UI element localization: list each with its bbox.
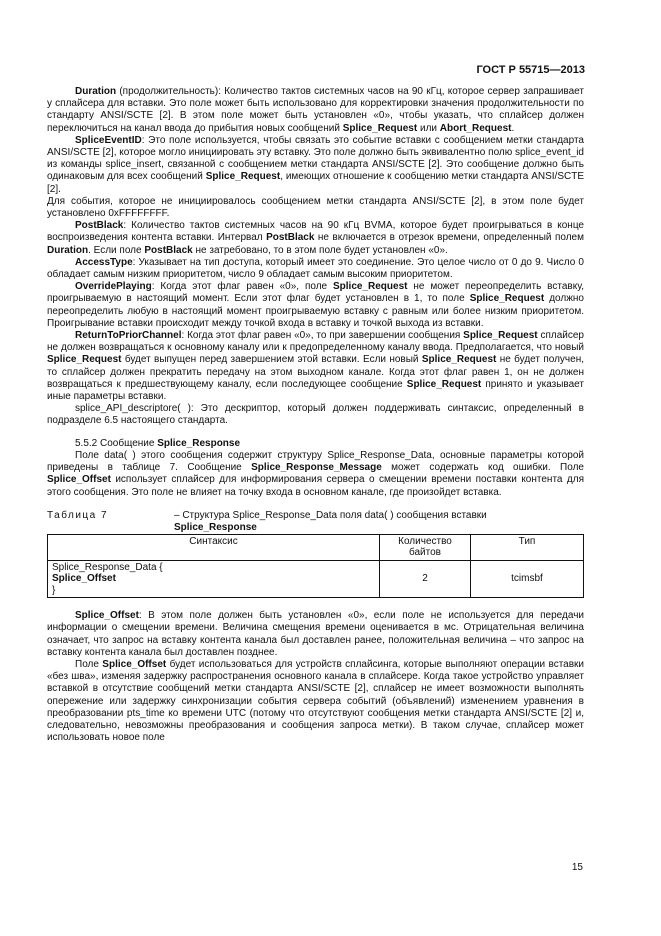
paragraph-splice-event-id: SpliceEventID: Это поле используется, чтобы связать это событие вставки с сообщением метки стандарта ANSI/SCTE [2], которое могло инициировать эту вставку. Это поле должно быть эквивалентно полю splice_event_id из команды splice_insert, связанной с сообщением метки стандарта ANSI/SCTE [2]. Это сообщение должно быть одинаковым для всех сообщений Splice_Request, имеющих отношение к сообщению метки стандарта ANSI/SCTE [2]. xyxy=(47,134,584,195)
paragraph-api-descriptor: splice_API_descriptore( ): Это дескриптор, который должен поддерживать синтаксис, определенный в подразделе 6.5 настоящего стандарта. xyxy=(47,403,584,427)
table-row xyxy=(48,560,584,598)
paragraph-duration: Duration (продолжительность): Количество тактов системных часов на 90 кГц, которое сервер запрашивает у сплайсера для вставки. Это поле может быть использовано для корректировки значения продолжительности по стандарту ANSI/SCTE [2]. В этом поле может быть установлен «0», чтобы указать, что сплайсер должен переключиться на канал ввода до прибытия новых сообщений Splice_Request или Abort_Request. xyxy=(47,86,584,134)
paragraph-splice-offset-use: Поле Splice_Offset будет использоваться для устройств сплайсинга, которые выполняют операции вставки «без шва», изменяя задержку распространения основного канала в сплайсере. Когда такое устройство управляет вставкой в отсутствие сообщений метки стандарта ANSI/SCTE [2], сплайсер не имеет возможности выполнять опережение или задержку синхронизации события сервера событий (объявлений) изменением уравнения в преобразовании pts_time ко времени UTC (потому что отсутствуют сообщения метки стандарта ANSI/SCTE [2] и, следовательно, невозможны преобразования и сообщения запроса метки). В таком случае, сплайсер может использовать новое поле xyxy=(47,659,584,744)
paragraph-override-playing: OverridePlaying: Когда этот флаг равен «0», поле Splice_Request не может переопределить вставку, проигрываемую в настоящий момент. Если этот флаг будет установлен в 1, то поле Splice_Request должно переопределить любую в настоящий момент проигрываемую вставку с равным или более низким приоритетом. Проигрывание вставки происходит между точкой входа в вставку и точкой выхода из вставки. xyxy=(47,281,584,329)
paragraph-data-field: Поле data( ) этого сообщения содержит структуру Splice_Response_Data, основные параметры которой приведены в таблице 7. Сообщение Splice_Response_Message может содержать код ошибки. Поле Splice_Offset использует сплайсер для информирования сервера о смещении времени поставки контента для этого сообщения. Это поле не влияет на точку входа в основном канале, где произойдет вставка. xyxy=(47,449,584,498)
section-heading: 5.5.2 Сообщение Splice_Response xyxy=(75,437,241,449)
cell-type: tcimsbf xyxy=(471,560,584,598)
page-content xyxy=(47,86,584,744)
paragraph-postblack: PostBlack: Количество тактов системных часов на 90 кГц BVMA, которое будет проигрываться в конце воспроизведения контента вставки. Интервал PostBlack не включается в отрезок времени, определенный полем Duration. Если поле PostBlack не затребовано, то в этом поле будет установлен «0». xyxy=(47,220,584,256)
table-caption xyxy=(47,510,584,534)
paragraph-access-type: AccessType: Указывает на тип доступа, который имеет это соединение. Это целое число от 0 до 9. Число 0 обладает самым низким приоритетом, число 9 обладает самым высоким приоритетом. xyxy=(47,256,584,281)
header-bytes: Количество байтов xyxy=(380,534,471,560)
structure-table xyxy=(47,534,584,599)
table-header-row xyxy=(48,534,584,560)
page-number: 15 xyxy=(571,862,583,873)
header-type: Тип xyxy=(471,534,584,560)
cell-syntax: Splice_Response_Data { Splice_Offset } xyxy=(48,560,380,598)
table-caption-text: – Структура Splice_Response_Data поля data( ) сообщения вставки Splice_Response xyxy=(174,509,487,533)
standard-header: ГОСТ Р 55715—2013 xyxy=(476,64,585,76)
paragraph-event-note: Для события, которое не инициировалось сообщением метки стандарта ANSI/SCTE [2], в этом поле будет установлено 0xFFFFFFFF. xyxy=(47,195,584,220)
paragraph-splice-offset: Splice_Offset: В этом поле должен быть установлен «0», если поле не используется для передачи информации о смещении времени. Величина смещения времени оценивается в мс. Отрицательная величина означает, что запрос на вставку контента канала был доставлен ранее, положительная величина – что запрос на вставку контента канала был доставлен позднее. xyxy=(47,610,584,658)
table-label: Таблица 7 xyxy=(47,509,109,521)
cell-bytes: 2 xyxy=(380,560,471,598)
header-syntax: Синтаксис xyxy=(48,534,380,560)
paragraph-return-to-prior-channel: ReturnToPriorChannel: Когда этот флаг равен «0», то при завершении сообщения Splice_Request сплайсер не должен возвращаться к основному каналу или к предопределенному каналу ввода. Предполагается, что новый Splice_Request будет выпущен перед завершением этой вставки. Если новый Splice_Request не будет получен, то сплайсер должен прекратить передачу на этом выходном канале. Когда этот флаг равен 1, он не должен возвращаться к предшествующему каналу, если последующее сообщение Splice_Request принято и указывает иные параметры вставки. xyxy=(47,330,584,403)
